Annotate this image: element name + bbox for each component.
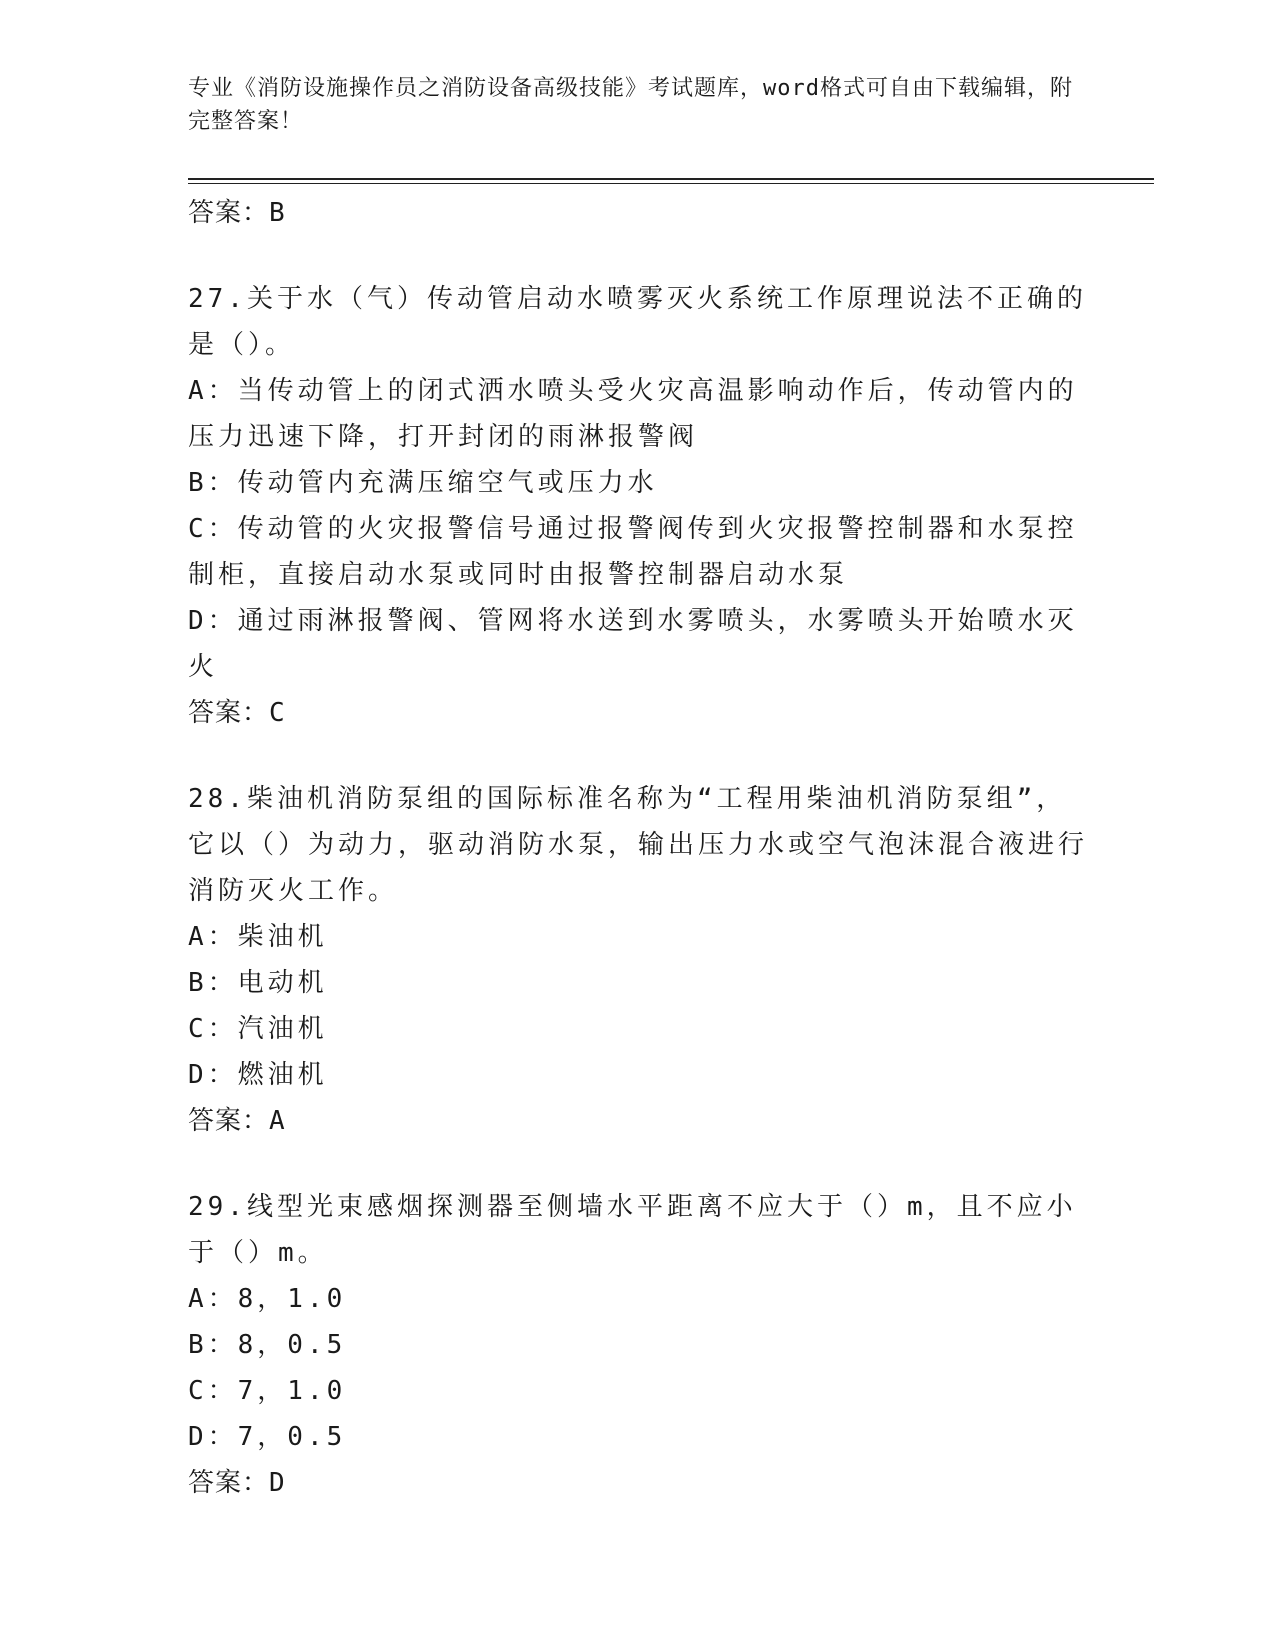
question-answer: 答案：D — [188, 1468, 286, 1498]
option-b: B：传动管内充满压缩空气或压力水 — [188, 468, 658, 498]
option-c: C：汽油机 — [188, 1014, 328, 1044]
document-header: 专业《消防设施操作员之消防设备高级技能》考试题库，word格式可自由下载编辑，附完整答案！ — [188, 76, 1073, 134]
option-d: D：7，0.5 — [188, 1422, 347, 1452]
option-b: B：8，0.5 — [188, 1330, 347, 1360]
previous-answer: 答案：B — [188, 198, 286, 228]
option-a: A：柴油机 — [188, 922, 328, 952]
question-stem: 29.线型光束感烟探测器至侧墙水平距离不应大于（）m，且不应小于（）m。 — [188, 1192, 1077, 1268]
question-27 — [188, 276, 1088, 736]
question-stem: 27.关于水（气）传动管启动水喷雾灭火系统工作原理说法不正确的是（）。 — [188, 284, 1087, 360]
option-d: D：燃油机 — [188, 1060, 328, 1090]
question-list — [188, 190, 1088, 1506]
question-answer: 答案：A — [188, 1106, 286, 1136]
question-answer: 答案：C — [188, 698, 286, 728]
option-a: A：当传动管上的闭式洒水喷头受火灾高温影响动作后，传动管内的压力迅速下降，打开封闭的雨淋报警阀 — [188, 376, 1078, 452]
question-29 — [188, 1184, 1088, 1506]
header-divider-thick — [188, 178, 1154, 180]
question-stem: 28.柴油机消防泵组的国际标准名称为“工程用柴油机消防泵组”，它以（）为动力，驱动消防水泵，输出压力水或空气泡沫混合液进行消防灭火工作。 — [188, 784, 1089, 906]
option-b: B：电动机 — [188, 968, 328, 998]
option-c: C：7，1.0 — [188, 1376, 347, 1406]
header-divider-thin — [188, 183, 1154, 184]
option-c: C：传动管的火灾报警信号通过报警阀传到火灾报警控制器和水泵控制柜，直接启动水泵或同时由报警控制器启动水泵 — [188, 514, 1078, 590]
option-d: D：通过雨淋报警阀、管网将水送到水雾喷头，水雾喷头开始喷水灭火 — [188, 606, 1078, 682]
question-28 — [188, 776, 1088, 1144]
option-a: A：8，1.0 — [188, 1284, 347, 1314]
